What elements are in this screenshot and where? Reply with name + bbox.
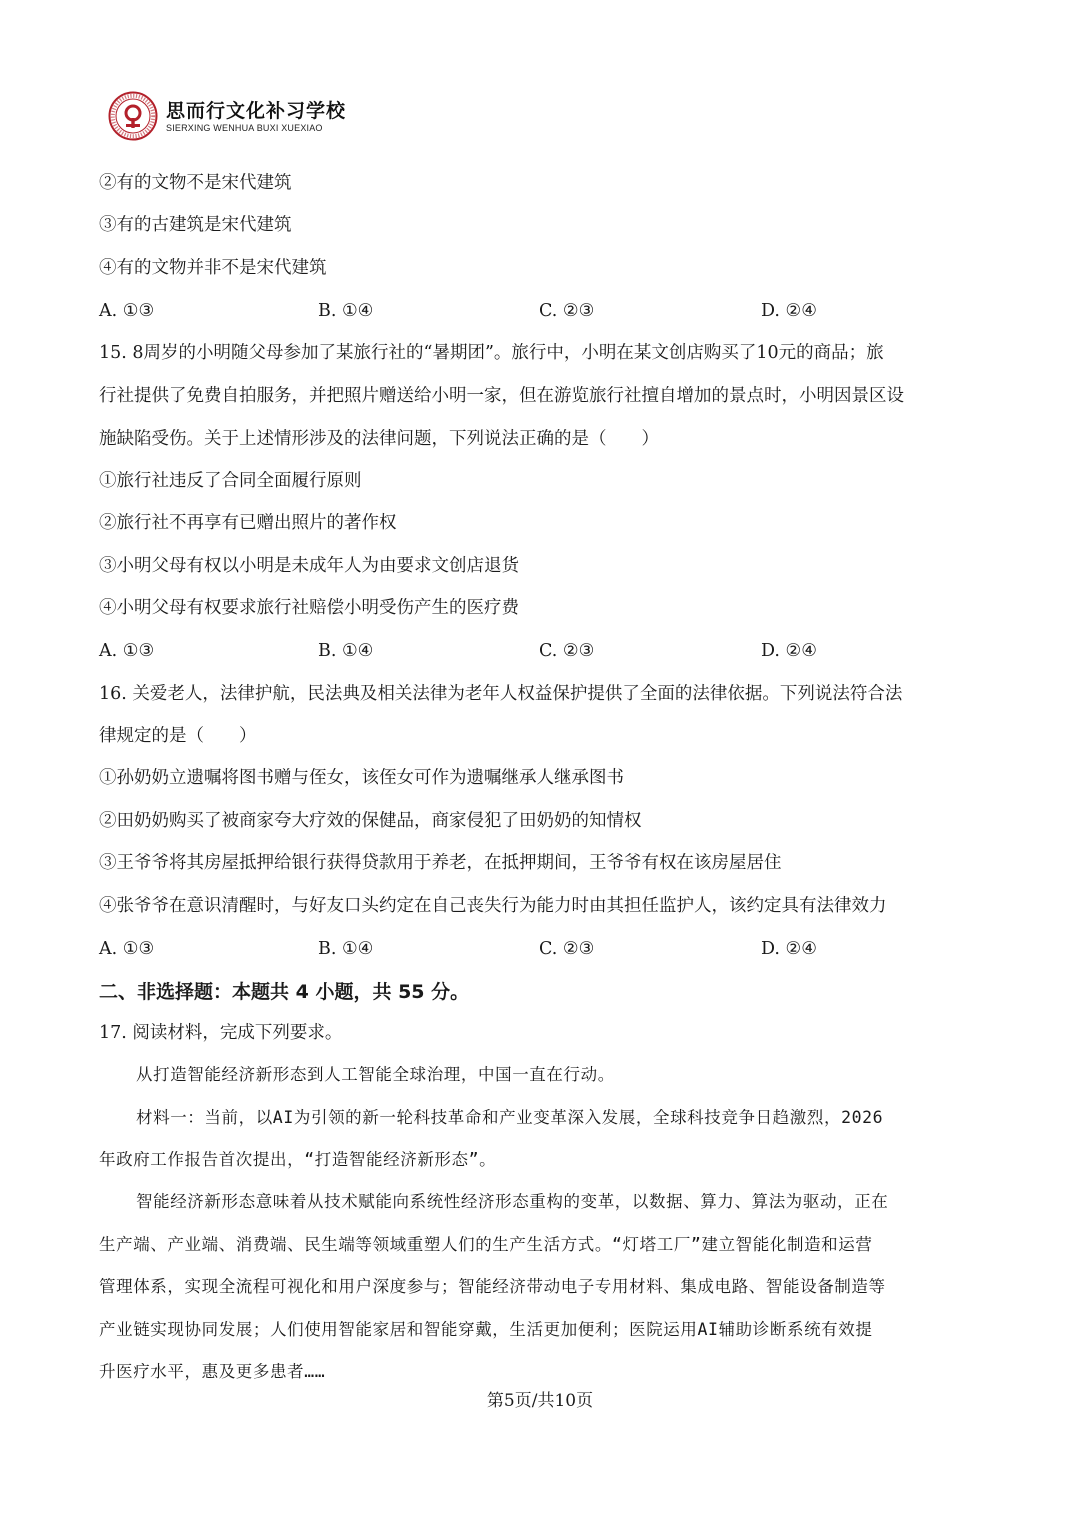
q16-item-3: ③王爷爷将其房屋抵押给银行获得贷款用于养老，在抵押期间，王爷爷有权在该房屋居住 xyxy=(99,853,782,873)
q14-item-4: ④有的文物并非不是宋代建筑 xyxy=(99,258,327,278)
q17-paragraph-line-2: 生产端、产业端、消费端、民生端等领域重塑人们的生产生活方式。“灯塔工厂”建立智能化制造和运营 xyxy=(99,1235,873,1254)
school-seal-logo xyxy=(108,91,158,141)
q17-intro: 从打造智能经济新形态到人工智能全球治理，中国一直在行动。 xyxy=(136,1065,615,1084)
q16-option-d: D. ②④ xyxy=(761,939,817,959)
school-header xyxy=(108,88,346,144)
q16-option-a: A. ①③ xyxy=(99,939,155,959)
q15-item-2: ②旅行社不再享有已赠出照片的著作权 xyxy=(99,513,397,533)
q17-material1-line-1: 材料一：当前，以AI为引领的新一轮科技革命和产业变革深入发展，全球科技竞争日趋激烈，2026 xyxy=(136,1108,884,1127)
page-number: 第5页/共10页 xyxy=(486,1391,594,1411)
q16-item-1: ①孙奶奶立遗嘱将图书赠与侄女，该侄女可作为遗嘱继承人继承图书 xyxy=(99,768,624,788)
q17-paragraph-line-5: 升医疗水平，惠及更多患者…… xyxy=(99,1362,326,1381)
q16-options xyxy=(99,938,979,960)
q15-option-d: D. ②④ xyxy=(761,641,817,661)
q14-option-a: A. ①③ xyxy=(99,301,155,321)
school-name-en: SIERXING WENHUA BUXI XUEXIAO xyxy=(166,122,323,133)
q17-paragraph-line-4: 产业链实现协同发展；人们使用智能家居和智能穿戴，生活更加便利；医院运用AI辅助诊断系统有效提 xyxy=(99,1320,873,1339)
q16-option-b: B. ①④ xyxy=(318,939,374,959)
q17-paragraph-line-3: 管理体系，实现全流程可视化和用户深度参与；智能经济带动电子专用材料、集成电路、智能设备制造等 xyxy=(99,1277,886,1296)
q17-paragraph-line-1: 智能经济新形态意味着从技术赋能向系统性经济形态重构的变革，以数据、算力、算法为驱动，正在 xyxy=(136,1192,889,1211)
q15-item-3: ③小明父母有权以小明是未成年人为由要求文创店退货 xyxy=(99,556,519,576)
q14-options xyxy=(99,300,979,322)
q15-option-c: C. ②③ xyxy=(539,641,595,661)
q16-option-c: C. ②③ xyxy=(539,939,595,959)
q16-item-2: ②田奶奶购买了被商家夸大疗效的保健品，商家侵犯了田奶奶的知情权 xyxy=(99,811,642,831)
q16-stem-line-1: 16. 关爱老人，法律护航，民法典及相关法律为老年人权益保护提供了全面的法律依据。下列说法符合法 xyxy=(99,684,903,704)
q17-material1-line-2: 年政府工作报告首次提出，“打造智能经济新形态”。 xyxy=(99,1150,497,1169)
q16-item-4: ④张爷爷在意识清醒时，与好友口头约定在自己丧失行为能力时由其担任监护人，该约定具有法律效力 xyxy=(99,896,887,916)
section-2-title: 二、非选择题：本题共 4 小题，共 55 分。 xyxy=(99,981,470,1003)
q17-stem: 17. 阅读材料，完成下列要求。 xyxy=(99,1023,343,1043)
q14-item-3: ③有的古建筑是宋代建筑 xyxy=(99,215,292,235)
q15-stem-line-1: 15. 8周岁的小明随父母参加了某旅行社的“暑期团”。旅行中，小明在某文创店购买了10元的商品；旅 xyxy=(99,343,884,363)
q16-stem-line-2: 律规定的是（ ） xyxy=(99,726,257,746)
q15-item-1: ①旅行社违反了合同全面履行原则 xyxy=(99,471,362,491)
q15-item-4: ④小明父母有权要求旅行社赔偿小明受伤产生的医疗费 xyxy=(99,598,519,618)
school-name-cn: 思而行文化补习学校 xyxy=(166,99,347,122)
q14-option-d: D. ②④ xyxy=(761,301,817,321)
q14-option-c: C. ②③ xyxy=(539,301,595,321)
q14-item-2: ②有的文物不是宋代建筑 xyxy=(99,173,292,193)
q15-stem-line-3: 施缺陷受伤。关于上述情形涉及的法律问题，下列说法正确的是（ ） xyxy=(99,429,659,449)
q15-option-b: B. ①④ xyxy=(318,641,374,661)
q15-options xyxy=(99,640,979,662)
q14-option-b: B. ①④ xyxy=(318,301,374,321)
q15-stem-line-2: 行社提供了免费自拍服务，并把照片赠送给小明一家，但在游览旅行社擅自增加的景点时，小明因景区设 xyxy=(99,386,904,406)
q15-option-a: A. ①③ xyxy=(99,641,155,661)
